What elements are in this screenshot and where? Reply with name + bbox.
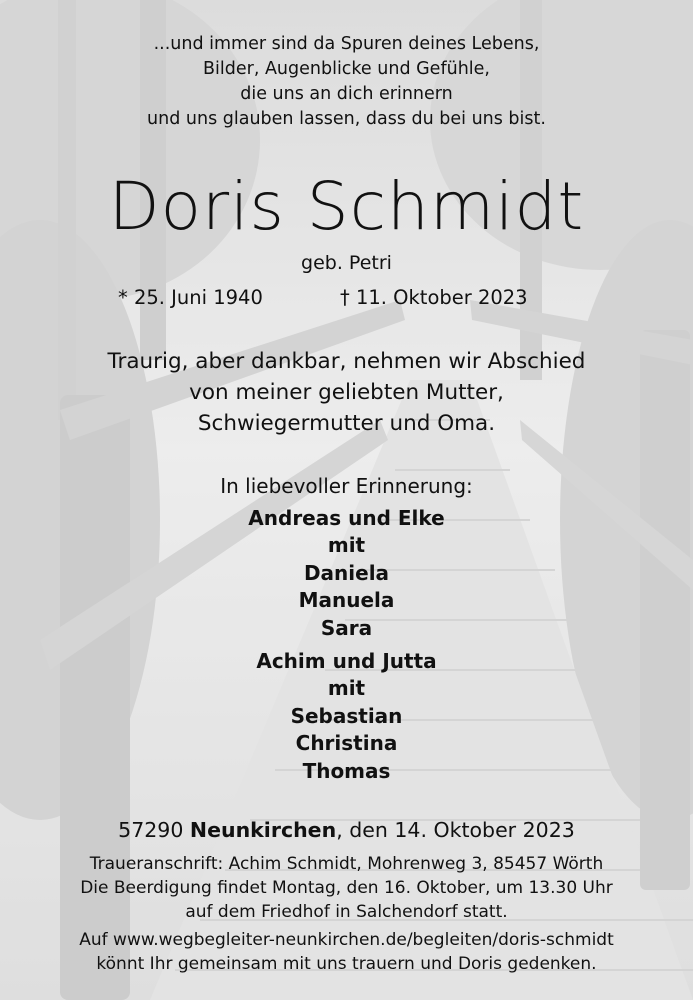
- poem-line: Bilder, Augenblicke und Gefühle,: [203, 59, 490, 79]
- farewell-line: Traurig, aber dankbar, nehmen wir Abschied: [107, 349, 586, 374]
- funeral-info: auf dem Friedhof in Salchendorf statt.: [185, 902, 508, 922]
- family-line: Achim und Jutta: [256, 649, 437, 673]
- farewell-line: Schwiegermutter und Oma.: [197, 411, 496, 436]
- place-date-line: [0, 818, 693, 842]
- memorial-invite: könnt Ihr gemeinsam mit uns trauern und Doris gedenken.: [96, 954, 597, 974]
- family-line: Christina: [295, 731, 398, 755]
- postcode: 57290: [118, 818, 184, 842]
- farewell-line: von meiner geliebten Mutter,: [189, 380, 504, 405]
- notice-date: , den 14. Oktober 2023: [336, 818, 575, 842]
- birth-date: * 25. Juni 1940: [118, 286, 263, 309]
- funeral-info: Die Beerdigung findet Montag, den 16. Oktober, um 13.30 Uhr: [80, 878, 613, 898]
- family-line: Thomas: [302, 759, 391, 783]
- memory-heading: In liebevoller Erinnerung:: [220, 474, 473, 498]
- family-line: Sebastian: [290, 704, 403, 728]
- death-date: † 11. Oktober 2023: [340, 286, 528, 309]
- memorial-website: Auf www.wegbegleiter-neunkirchen.de/begleiten/doris-schmidt: [79, 930, 614, 950]
- family-line: Sara: [320, 616, 373, 640]
- town: Neunkirchen: [189, 818, 337, 842]
- poem-line: ...und immer sind da Spuren deines Lebens,: [153, 34, 540, 54]
- family-line: Andreas und Elke: [248, 506, 445, 530]
- poem-line: und uns glauben lassen, dass du bei uns bist.: [147, 109, 546, 129]
- life-dates: [0, 286, 693, 312]
- family-line: Manuela: [298, 588, 395, 612]
- mourning-address: Traueranschrift: Achim Schmidt, Mohrenweg 3, 85457 Wörth: [89, 854, 604, 874]
- family-line: mit: [327, 533, 366, 557]
- family-line: mit: [327, 676, 366, 700]
- deceased-name: Doris Schmidt: [108, 168, 585, 245]
- poem-line: die uns an dich erinnern: [240, 84, 453, 104]
- family-line: Daniela: [303, 561, 390, 585]
- birth-name: geb. Petri: [301, 252, 392, 274]
